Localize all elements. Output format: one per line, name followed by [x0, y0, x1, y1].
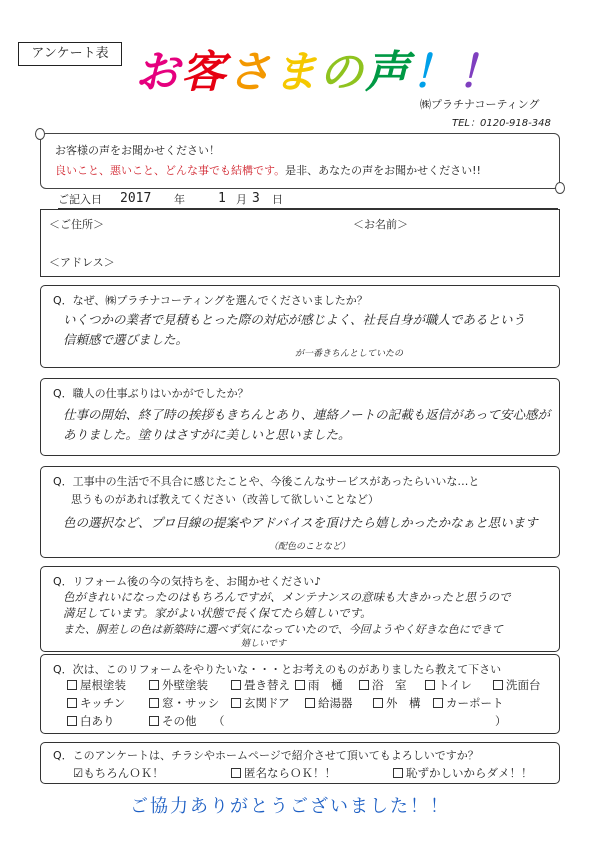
question-box-1	[40, 285, 560, 368]
answer-2-line2[interactable]: ありました。塗りはさすがに美しいと思いました。	[63, 427, 351, 442]
option-label: 玄関ドア	[244, 696, 290, 710]
title-char: 声	[365, 47, 411, 98]
email-label: ＜アドレス＞	[49, 256, 115, 269]
intro-line2	[55, 162, 481, 178]
checked-checkbox-icon[interactable]: ☑	[73, 766, 84, 780]
option-label: 外壁塗装	[162, 678, 208, 692]
question-box-4	[40, 566, 560, 652]
checkbox-icon[interactable]	[305, 698, 315, 708]
title-char: さ	[227, 47, 273, 98]
option-water-heater[interactable]	[305, 695, 353, 711]
checkbox-icon[interactable]	[393, 768, 403, 778]
address-label: ＜ご住所＞	[49, 218, 104, 231]
title-char: ！	[457, 47, 503, 98]
option-label: 畳き替え	[244, 678, 290, 692]
title-char: ま	[273, 47, 319, 98]
option-label: 外 構	[386, 696, 421, 710]
option-label: カーポート	[446, 696, 504, 710]
option-label: キッチン	[80, 696, 126, 710]
survey-label: アンケート表	[18, 42, 122, 66]
option-kitchen[interactable]	[67, 695, 125, 711]
question-3-line2: 思うものがあれば教えてください（改善して欲しいことなど）	[71, 493, 379, 506]
other-open-paren: （	[213, 714, 225, 728]
checkbox-icon[interactable]	[231, 698, 241, 708]
intro-banner	[40, 133, 560, 189]
company-tel: TEL：0120-918-348	[452, 118, 551, 129]
thanks-message: ご協力ありがとうございました！！	[130, 796, 450, 817]
checkbox-icon[interactable]	[231, 768, 241, 778]
option-anonymous-ok[interactable]	[231, 765, 336, 781]
title-char: の	[319, 47, 365, 98]
question-2: Q．職人の仕事ぶりはいかがでしたか？	[53, 387, 249, 400]
date-day[interactable]: 3	[252, 191, 260, 206]
other-close-paren: ）	[495, 714, 507, 728]
question-box-6	[40, 742, 560, 784]
checkbox-icon[interactable]	[295, 680, 305, 690]
main-title	[135, 36, 503, 100]
option-label: 恥ずかしいからダメ！！	[406, 766, 533, 780]
option-window-sash[interactable]	[149, 695, 219, 711]
address-box	[40, 209, 560, 277]
company-name: ㈱プラチナコーティング	[420, 98, 540, 111]
question-4: Q．リフォーム後の今の気持ちを、お聞かせください♪	[53, 575, 322, 588]
intro-line2-red: 良いこと、悪いこと、どんな事でも結構です。	[55, 164, 286, 177]
option-gutter[interactable]	[295, 677, 343, 693]
title-char: お	[135, 47, 181, 98]
option-exterior[interactable]	[373, 695, 421, 711]
option-other[interactable]	[149, 713, 197, 729]
option-label: その他	[162, 714, 197, 728]
option-label: 給湯器	[318, 696, 353, 710]
name-label: ＜お名前＞	[353, 218, 408, 231]
date-year-unit: 年	[174, 193, 185, 206]
checkbox-icon[interactable]	[67, 698, 77, 708]
checkbox-icon[interactable]	[493, 680, 503, 690]
option-label: もちろんＯＫ！	[83, 766, 164, 780]
date-label: ご記入日	[58, 193, 102, 206]
date-year[interactable]: 2017	[120, 191, 152, 206]
option-no[interactable]	[393, 765, 533, 781]
checkbox-icon[interactable]	[359, 680, 369, 690]
option-toilet[interactable]	[425, 677, 472, 693]
option-label: 匿名ならＯＫ！！	[244, 766, 336, 780]
answer-1-line1[interactable]: いくつかの業者で見積もとった際の対応が感じよく、社長自身が職人であるという	[63, 312, 526, 327]
option-label: トイレ	[438, 678, 472, 692]
question-1: Q．なぜ、㈱プラチナコーティングを選んでくださいましたか？	[53, 294, 368, 307]
option-label: 浴 室	[372, 678, 407, 692]
option-tatami[interactable]	[231, 677, 290, 693]
title-char: 客	[181, 47, 227, 98]
intro-line1: お客様の声をお聞かせください！	[55, 144, 220, 157]
checkbox-icon[interactable]	[67, 680, 77, 690]
checkbox-icon[interactable]	[373, 698, 383, 708]
intro-line2-rest: 是非、あなたの声をお聞かせください!!	[285, 164, 481, 177]
option-washbasin[interactable]	[493, 677, 541, 693]
answer-4-line2[interactable]: 満足しています。家がよい状態で長く保てたら嬉しいです。	[63, 606, 372, 620]
option-label: 雨 樋	[308, 678, 343, 692]
option-label: 屋根塗装	[80, 678, 126, 692]
answer-4-line4[interactable]: 嬉しいです	[241, 639, 287, 649]
option-termite[interactable]	[67, 713, 115, 729]
checkbox-icon[interactable]	[149, 716, 159, 726]
question-box-3	[40, 466, 560, 558]
date-row	[58, 189, 558, 209]
date-month[interactable]: 1	[218, 191, 226, 206]
question-5: Q．次は、このリフォームをやりたいな・・・とお考えのものがありましたら教えて下さい	[53, 663, 502, 676]
date-day-unit: 日	[272, 193, 283, 206]
date-month-unit: 月	[236, 193, 247, 206]
option-wall-painting[interactable]	[149, 677, 208, 693]
question-6: Q．このアンケートは、チラシやホームページで紹介させて頂いてもよろしいですか？	[53, 749, 479, 762]
checkbox-icon[interactable]	[149, 698, 159, 708]
title-char: ！	[411, 47, 457, 98]
checkbox-icon[interactable]	[67, 716, 77, 726]
question-3-line1: Q．工事中の生活で不具合に感じたことや、今後こんなサービスがあったらいいな…と	[53, 475, 480, 488]
answer-4-line3[interactable]: また、胴差しの色は新築時に選べず気になっていたので、今回ようやく好きな色にできて	[63, 623, 503, 636]
answer-4-line1[interactable]: 色がきれいになったのはもちろんですが、メンテナンスの意味も大きかったと思うので	[63, 590, 511, 604]
option-label: 白あり	[80, 714, 115, 728]
option-carport[interactable]	[433, 695, 504, 711]
option-label: 洗面台	[506, 678, 541, 692]
checkbox-icon[interactable]	[425, 680, 435, 690]
answer-3-line1[interactable]: 色の選択など、プロ目線の提案やアドバイスを頂けたら嬉しかったかなぁと思います	[63, 515, 538, 530]
answer-3-note[interactable]: （配色のことなど）	[269, 542, 351, 552]
answer-2-line1[interactable]: 仕事の開始、終了時の挨拶もきちんとあり、連絡ノートの記載も返信があって安心感が	[63, 407, 551, 422]
option-roof-painting[interactable]	[67, 677, 126, 693]
scroll-curl-decoration	[35, 128, 45, 140]
checkbox-icon[interactable]	[149, 680, 159, 690]
option-bath[interactable]	[359, 677, 407, 693]
option-label: 窓・サッシ	[162, 696, 220, 710]
option-entrance-door[interactable]	[231, 695, 290, 711]
option-ok[interactable]	[73, 765, 164, 781]
checkbox-icon[interactable]	[231, 680, 241, 690]
question-box-2	[40, 378, 560, 456]
checkbox-icon[interactable]	[433, 698, 443, 708]
answer-1-note[interactable]: が一番きちんとしていたの	[295, 349, 404, 359]
question-box-5	[40, 654, 560, 734]
answer-1-line2[interactable]: 信頼感で選びました。	[63, 332, 189, 347]
